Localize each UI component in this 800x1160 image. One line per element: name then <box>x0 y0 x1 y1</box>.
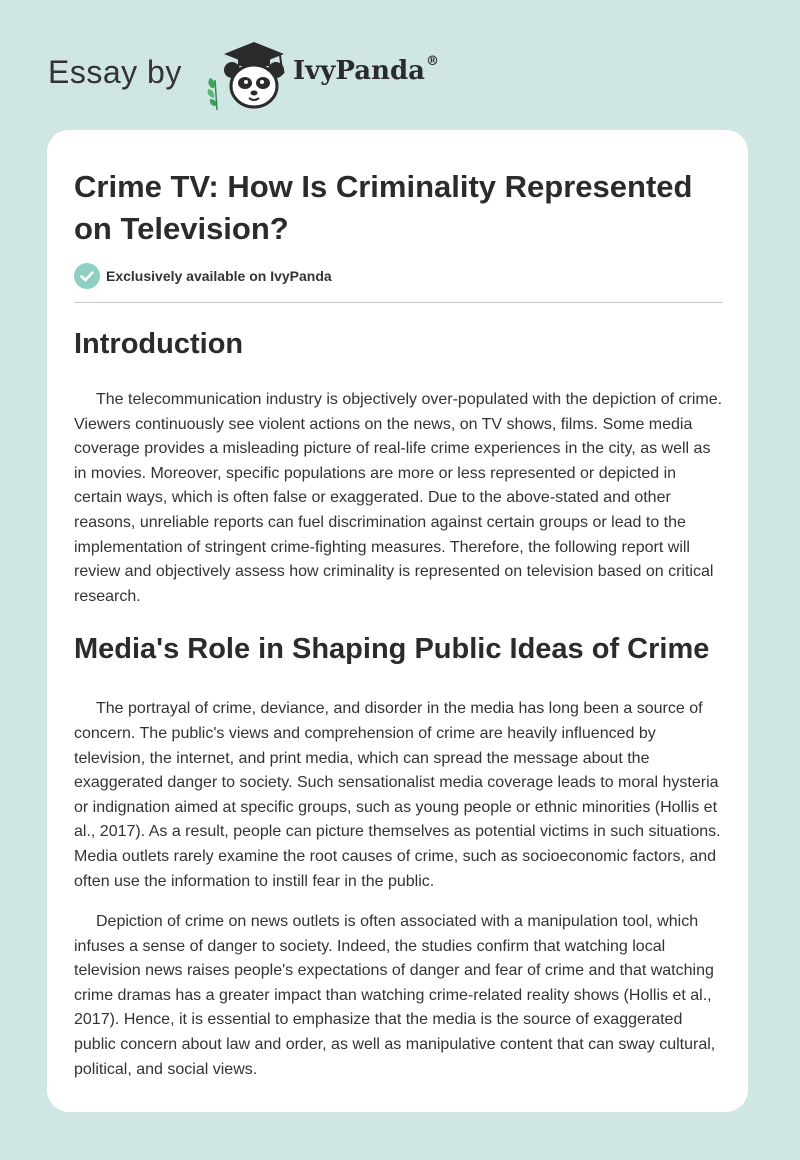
section-heading-media-role: Media's Role in Shaping Public Ideas of Crime <box>74 633 710 666</box>
panda-graduate-logo-icon[interactable] <box>202 36 290 112</box>
paragraph: The portrayal of crime, deviance, and disorder in the media has long been a source of concern. The public's views and comprehension of crime are heavily influenced by television, the internet, and print media, which can spread the message about the exaggerated danger to society. Such sensationalist media coverage leads to moral hysteria or indignation aimed at specific groups, such as young people or ethnic minorities (Hollis et al., 2017). As a result, people can picture themselves as potential victims in such situations. Media outlets rarely examine the root causes of crime, such as socioeconomic factors, and often use the information to instill fear in the public. <box>74 700 721 890</box>
article-title: Crime TV: How Is Criminality Represented on Television? <box>74 169 693 246</box>
title-divider <box>74 302 723 303</box>
availability-badge <box>74 263 332 289</box>
article-card <box>47 130 748 1112</box>
availability-text: Exclusively available on IvyPanda <box>106 268 332 284</box>
article-body <box>74 326 724 1082</box>
brand-name-text: IvyPanda <box>293 56 426 86</box>
brand-name[interactable] <box>293 56 439 86</box>
section-heading-introduction: Introduction <box>74 328 244 360</box>
site-header <box>48 36 752 112</box>
registered-mark: ® <box>426 54 440 70</box>
paragraph: The telecommunication industry is objectively over-populated with the depiction of crime. Viewers continuously see violent actions on the news, on TV shows, films. Some media coverage provides a misleading picture of real-life crime experiences in the city, as well as in movies. Moreover, specific populations are more or less represented or depicted in certain ways, which is often false or exaggerated. Due to the above-stated and other reasons, unreliable reports can fuel discrimination against certain groups or lead to the implementation of stringent crime-fighting measures. Therefore, the following report will review and objectively assess how criminality is represented on television based on critical research. <box>74 391 723 605</box>
check-circle-icon <box>74 263 100 289</box>
paragraph: Depiction of crime on news outlets is often associated with a manipulation tool, which infuses a sense of danger to society. Indeed, the studies confirm that watching local television news raises people's expectations of danger and fear of crime and that watching crime dramas has a greater impact than watching crime-related reality shows (Hollis et al., 2017). Hence, it is essential to emphasize that the media is the source of exaggerated public concern about law and order, as well as manipulative content that can sway cultural, political, and social views. <box>74 913 716 1078</box>
essay-by-label: Essay by <box>48 54 182 90</box>
